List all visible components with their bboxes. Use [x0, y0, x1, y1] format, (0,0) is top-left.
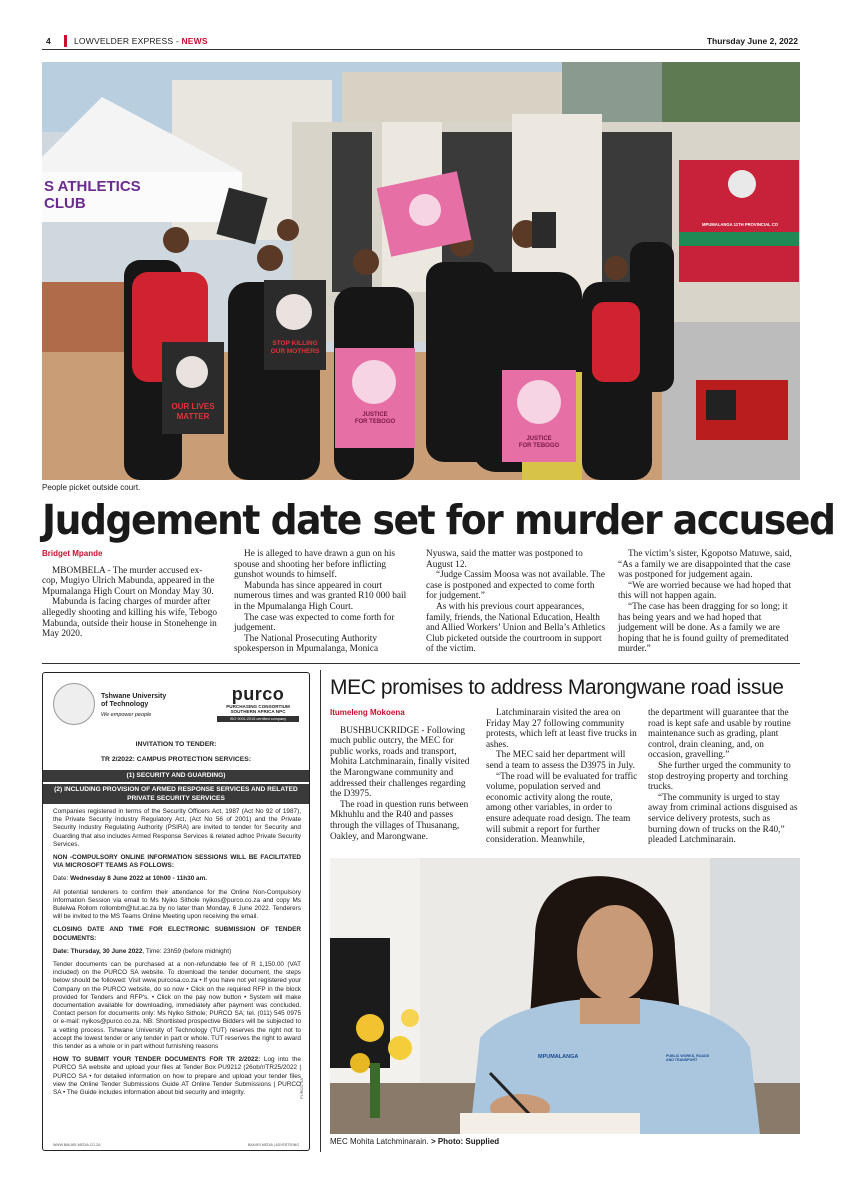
- protest-photo-caption: People picket outside court.: [42, 483, 141, 492]
- section-name: NEWS: [181, 36, 208, 46]
- story2-col2-para1: Latchminarain visited the area on Friday May 27 following community protests, which left at least five trucks in ashes.: [486, 708, 637, 750]
- advert-heading-closing: CLOSING DATE AND TIME FOR ELECTRONIC SUBMISSION OF TENDER DOCUMENTS:: [53, 926, 301, 942]
- story2-headline: MEC promises to address Marongwane road issue: [330, 676, 784, 699]
- story2-column-3: [648, 708, 800, 846]
- story1-byline: Bridget Mpande: [42, 549, 103, 558]
- story1-col2-para1: He is alleged to have drawn a gun on his spouse and shooting her before inflicting gunshot wounds to himself.: [234, 549, 396, 581]
- purco-iso-bar: ISO 9001:2015 certified company: [217, 716, 299, 722]
- story1-col1-para1: MBOMBELA - The murder accused ex-cop, Mugiyo Ulrich Mabunda, appeared in the Mpumalanga High Court on Monday May 30.: [42, 565, 215, 597]
- advert-side-text: PURCO SA: [298, 1078, 304, 1099]
- advert-submission-text: Log into the PURCO SA website and upload your files at Tender Box PU9212 (26ob/r/TR25/2022 | PURCO SA • for detailed information on how to prepare and upload your tender files view the Online Tender Submissions Guide AT Online Tender Submissions | PURCO SA • The Guide includes information about bid security and integrity.: [53, 1056, 301, 1097]
- advert-heading-submit: HOW TO SUBMIT YOUR TENDER DOCUMENTS FOR TR 2/2022:: [53, 1056, 261, 1064]
- purco-subtitle: PURCHASING CONSORTIUM SOUTHERN AFRICA NPC: [226, 704, 290, 714]
- story2-byline: Itumeleng Mokoena: [330, 708, 405, 717]
- story2-col2-para3: “The road will be evaluated for traffic volume, population served and economic activity along the route, among other variables, in order to ensure adequate road design. The team will submit a report for further consideration. Meanwhile,: [486, 771, 638, 846]
- story2-col3-para1: the department will guarantee that the road is kept safe and usable by routine maintenance such as grading, plant control, drain cleaning, and, on occasion, gravelling.”: [648, 708, 791, 761]
- advert-tender-number: TR 2/2022: CAMPUS PROTECTION SERVICES:: [100, 756, 252, 763]
- mec-photo-caption: [330, 1137, 499, 1146]
- page-number: 4: [46, 36, 51, 46]
- sign-our-lives-matter: OUR LIVES MATTER: [171, 402, 215, 421]
- tut-name: Tshwane University of Technology: [101, 693, 167, 708]
- purco-wordmark: purco: [231, 684, 285, 704]
- story1-col1-para2: Mabunda is facing charges of murder after allegedly shooting and killing his wife, Tebogo Mabunda, outside their house in Stonehenge in May 2020.: [42, 597, 218, 640]
- advert-closing-date-label: Date: Thursday, 30 June 2022: [53, 947, 143, 955]
- publication-title: LOWVELDER EXPRESS -: [74, 36, 182, 46]
- story1-column-3: [426, 549, 606, 655]
- story1-col2-para2: Mabunda has since appeared in court numerous times and was granted R10 000 bail in the Mpumalanga High Court.: [234, 580, 407, 612]
- sign-justice-2: JUSTICE FOR TEBOGO: [518, 436, 560, 449]
- sign-justice-1: JUSTICE FOR TEBOGO: [354, 412, 396, 425]
- sign-stop-killing: STOP KILLING OUR MOTHERS: [270, 340, 320, 355]
- red-banner-text: MPUMALANGA 11TH PROVINCIAL CO: [701, 222, 779, 227]
- story1-col2-para4: The National Prosecuting Authority spokesperson in Mpumalanga, Monica: [234, 633, 379, 655]
- story2-col3-para2: She further urged the community to stop destroying property and torching trucks.: [648, 760, 791, 793]
- advert-band-1: (1) SECURITY AND GUARDING): [43, 770, 309, 782]
- story1-col3-para1: Nyuswa, said the matter was postponed to August 12.: [426, 549, 583, 570]
- story1-col3-para3: As with his previous court appearances, family, friends, the National Education, Health and Allied Workers’ Union and Bella’s Athletics Club picketed outside the courtroom in support of the victim.: [426, 601, 606, 655]
- story2-column-2: [486, 708, 638, 846]
- advert-session-date-value: Wednesday 8 June 2022 at 10h00 - 11h30 am.: [70, 875, 208, 883]
- story1-column-2: [234, 549, 410, 655]
- tender-advert: [42, 672, 310, 1151]
- section-divider: [42, 663, 800, 664]
- mec-caption-text: MEC Mohita Latchminarain.: [330, 1137, 431, 1146]
- story1-headline: Judgement date set for murder accused: [42, 496, 835, 544]
- advert-session-date: [53, 875, 301, 883]
- issue-date: Thursday June 2, 2022: [706, 36, 798, 46]
- advert-para-documents: Tender documents can be purchased at a non-refundable fee of R 1,150.00 (VAT included) on the PURCO SA website. To download the tender document, the steps below should be followed: Visit www.purcosa.co.za • If you have not yet registered your Company on the PURCO website, do so now • Click on the required RFP in the block provided for Tenders and RFP's. • Click on the pay now button • System will make documentation available for downloading, immediately after payment was concluded. Contact person for documents only: Ms Nyiko Sithole; PURCO SA; tel. (011) 545 0975 or e-mail: nyikos@purco.co.za. NB: Shortlisted prospective Bidders will be subjected to a vetting process. Tshwane University of Technology (TUT) reserves the right not to accept the lowest tender or any tender in part or whole. TUT reserves the right to award this tender as a whole or in part without furnishing reasons: [53, 961, 301, 1051]
- tut-logo-icon: [53, 683, 95, 725]
- story1-col2-para3: The case was expected to come forth for judgement.: [234, 612, 395, 634]
- story2-col2-para2: The MEC said her department will send a team to assess the D3975 in July.: [486, 750, 635, 771]
- publication-name: [74, 36, 208, 46]
- athletics-club-banner: S ATHLETICS CLUB: [44, 178, 141, 212]
- advert-footer: [53, 1141, 299, 1149]
- mec-photo: [330, 858, 800, 1134]
- purco-logo: [217, 685, 299, 722]
- story1-col4-para1: The victim’s sister, Kgopotso Matuwe, said, “As a family we are disappointed that the case was postponed for judgement again.: [618, 549, 792, 581]
- advert-footer-left: WWW.BAKARI-MEDIA.CO.ZA: [53, 1143, 101, 1147]
- story2-col1-para2: The road in question runs between Mkhuhlu and the R40 and passes through the villages of Thusanang, Oakley, and Marongwane.: [330, 799, 469, 842]
- advert-body: [53, 808, 301, 1102]
- advert-closing-time: , Time: 23h59 (before midnight): [142, 947, 232, 955]
- advert-title: INVITATION TO TENDER:: [135, 741, 217, 748]
- department-badge-text: PUBLIC WORKS, ROADS AND TRANSPORT: [666, 1054, 710, 1063]
- story1-col4-para2: “We are worried because we had hoped that this will not happen again.: [618, 580, 792, 602]
- advert-para-eligibility: Companies registered in terms of the Security Officers Act, 1987 (Act No 92 of 1987), the Private Security Industry Regulatory Act, (Act No 56 of 2001) and the Private Security Industry Regulating Authority (PSIRA) are invited to tender for Security and Guarding that also includes Armed Response Services & related adhoc Private Security Services.: [53, 808, 301, 848]
- header-accent-bar: [64, 35, 67, 47]
- protest-photo: [42, 62, 800, 480]
- column-divider: [320, 670, 321, 1152]
- advert-submission: [53, 1056, 301, 1097]
- advert-heading-sessions: NON -COMPULSORY ONLINE INFORMATION SESSIONS WILL BE FACILITATED VIA MICROSOFT TEAMS AS FOLLOWS:: [53, 854, 301, 870]
- story2-col1-para1: BUSHBUCKRIDGE - Following much public outcry, the MEC for public works, roads and transport, Mohita Latchminarain, finally visited the Marongwane community and addressed their challenges regarding the D3975.: [330, 725, 470, 800]
- mec-caption-credit: > Photo: Supplied: [430, 1137, 500, 1146]
- story1-column-1: [42, 549, 218, 640]
- tut-slogan: We empower people: [101, 712, 152, 718]
- story2-col3-para3: “The community is urged to stay away from criminal actions disguised as service delivery protests, such as burning down of trucks on the R40,” pleaded Latchminarain.: [648, 792, 798, 846]
- advert-footer-right: BAKARI MEDIA | ADVERTISING: [247, 1143, 299, 1147]
- page-header: [42, 34, 800, 50]
- story1-column-4: [618, 549, 800, 655]
- advert-para-attendance: All potential tenderers to confirm their attendance for the Online Non-Compulsory Information Session via email to Ms Nyiko Sithole nyikos@purco.co.za and copy Ms Bulelwa Rollom rollombm@tut.ac.za by no later than Monday, 6 June 2022. Tenderers will be invited to the MS Teams Online Meeting upon receiving the email.: [53, 888, 301, 921]
- advert-band-2: (2) INCLUDING PROVISION OF ARMED RESPONSE SERVICES AND RELATED PRIVATE SECURITY SERVICES: [43, 784, 309, 804]
- story1-col3-para2: “Judge Cassim Moosa was not available. The case is postponed and expected to come forth for judgement.”: [426, 570, 605, 602]
- story1-col4-para3: “The case has been dragging for so long; it has being years and we had hoped that judgement will be done. As a family we are hoping that he is found guilty of premeditated murder.”: [618, 601, 789, 655]
- mpumalanga-flag-text: MPUMALANGA: [538, 1054, 579, 1060]
- story2-column-1: [330, 708, 474, 842]
- advert-closing-date: [53, 948, 301, 956]
- advert-logos: [53, 683, 299, 728]
- advert-session-date-label: Date:: [53, 875, 71, 883]
